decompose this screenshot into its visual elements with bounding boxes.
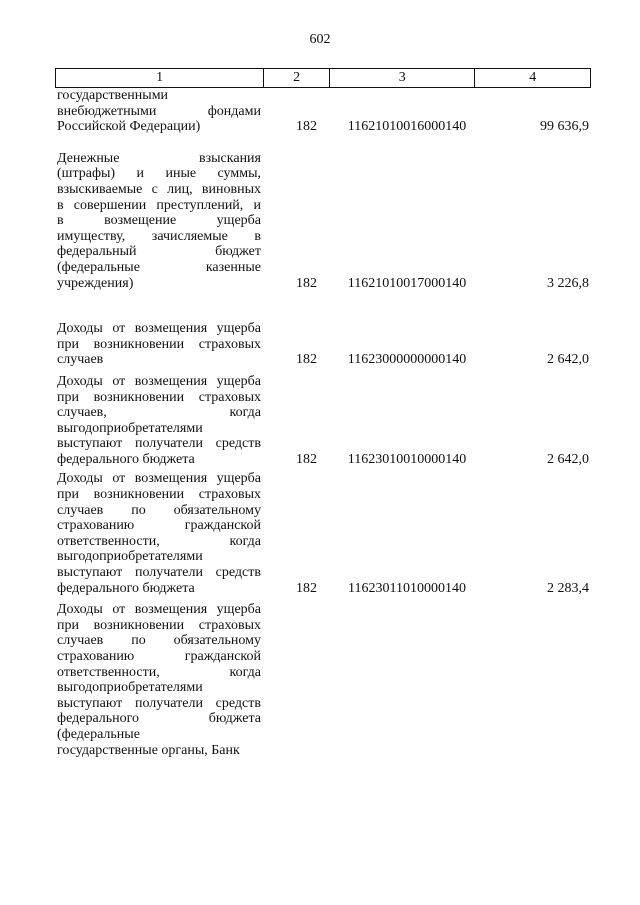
row-description — [55, 471, 261, 596]
description-line: в совершении преступлений, и — [57, 197, 261, 213]
description-line: Доходы от возмещения ущерба — [57, 602, 261, 618]
row-amount: 99 636,9 — [540, 119, 589, 135]
description-line: ответственности, когда — [57, 533, 261, 549]
table-header-row — [55, 68, 591, 88]
description-line: государственные органы, Банк — [57, 742, 240, 758]
description-line: выступают получатели средств — [57, 436, 261, 452]
table-row — [55, 151, 591, 291]
description-line: учреждения) — [57, 275, 134, 291]
revenue-table — [55, 68, 591, 758]
table-row — [55, 471, 591, 596]
page-number: 602 — [309, 32, 331, 47]
row-admin-code: 182 — [296, 352, 317, 368]
header-col-1: 1 — [56, 69, 264, 87]
row-amount: 2 283,4 — [547, 580, 589, 596]
row-admin-code: 182 — [296, 580, 317, 596]
description-line: федерального бюджета — [57, 711, 261, 727]
header-col-3: 3 — [330, 69, 475, 87]
description-line: (федеральные казенные — [57, 259, 261, 275]
description-line: федеральный бюджет — [57, 244, 261, 260]
row-budget-code: 11623011010000140 — [348, 580, 466, 596]
description-line: в возмещение ущерба — [57, 213, 261, 229]
description-line: федерального бюджета — [57, 580, 195, 596]
description-line: государственными — [57, 88, 169, 103]
description-line: выступают получатели средств — [57, 565, 261, 581]
header-col-4: 4 — [529, 70, 537, 86]
table-body — [55, 88, 591, 758]
row-admin-code: 182 — [296, 451, 317, 467]
description-line: Российской Федерации) — [57, 119, 201, 135]
description-line: случаев, когда — [57, 405, 261, 421]
row-amount: 2 642,0 — [547, 451, 589, 467]
row-description — [55, 321, 261, 368]
description-line: выгодоприобретателями — [57, 549, 203, 565]
description-line: внебюджетными фондами — [57, 103, 261, 119]
row-description — [55, 88, 261, 135]
description-line: при возникновении страховых — [57, 336, 261, 352]
description-line: (штрафы) и иные суммы, — [57, 166, 261, 182]
description-line: имуществу, зачисляемые в — [57, 228, 261, 244]
row-budget-code: 11623010010000140 — [347, 451, 467, 467]
table-row — [55, 374, 591, 468]
table-row — [55, 88, 591, 135]
description-line: взыскиваемые с лиц, виновных — [57, 181, 261, 197]
row-admin-code: 182 — [296, 275, 317, 291]
row-budget-code: 11621010017000140 — [347, 275, 467, 291]
row-amount: 3 226,8 — [547, 275, 589, 291]
description-line: выгодоприобретателями — [57, 680, 203, 696]
row-admin-code: 182 — [296, 119, 317, 135]
description-line: выступают получатели средств — [57, 695, 261, 711]
description-line: случаев — [57, 352, 104, 368]
description-line: страхованию гражданской — [57, 518, 261, 534]
row-description — [55, 151, 261, 291]
description-line: Доходы от возмещения ущерба — [57, 471, 261, 487]
description-line: федерального бюджета — [57, 451, 195, 467]
table-row — [55, 602, 591, 758]
description-line: страхованию гражданской — [57, 649, 261, 664]
description-line: при возникновении страховых — [57, 487, 261, 503]
table-row — [55, 321, 591, 368]
row-description — [55, 602, 261, 758]
description-line: случаев по обязательному — [57, 633, 261, 649]
description-line: (федеральные — [57, 726, 140, 742]
header-col-2: 2 — [264, 69, 330, 87]
description-line: Доходы от возмещения ущерба — [57, 373, 261, 389]
description-line: выгодоприобретателями — [57, 420, 203, 436]
description-line: при возникновении страховых — [57, 617, 261, 633]
row-budget-code: 11621010016000140 — [347, 119, 467, 135]
row-budget-code: 11623000000000140 — [347, 352, 467, 368]
row-description — [55, 374, 261, 468]
description-line: ответственности, когда — [57, 664, 261, 680]
description-line: случаев по обязательному — [57, 502, 261, 518]
description-line: Денежные взыскания — [57, 150, 261, 166]
description-line: при возникновении страховых — [57, 389, 261, 405]
row-amount: 2 642,0 — [547, 352, 589, 368]
description-line: Доходы от возмещения ущерба — [57, 321, 261, 337]
